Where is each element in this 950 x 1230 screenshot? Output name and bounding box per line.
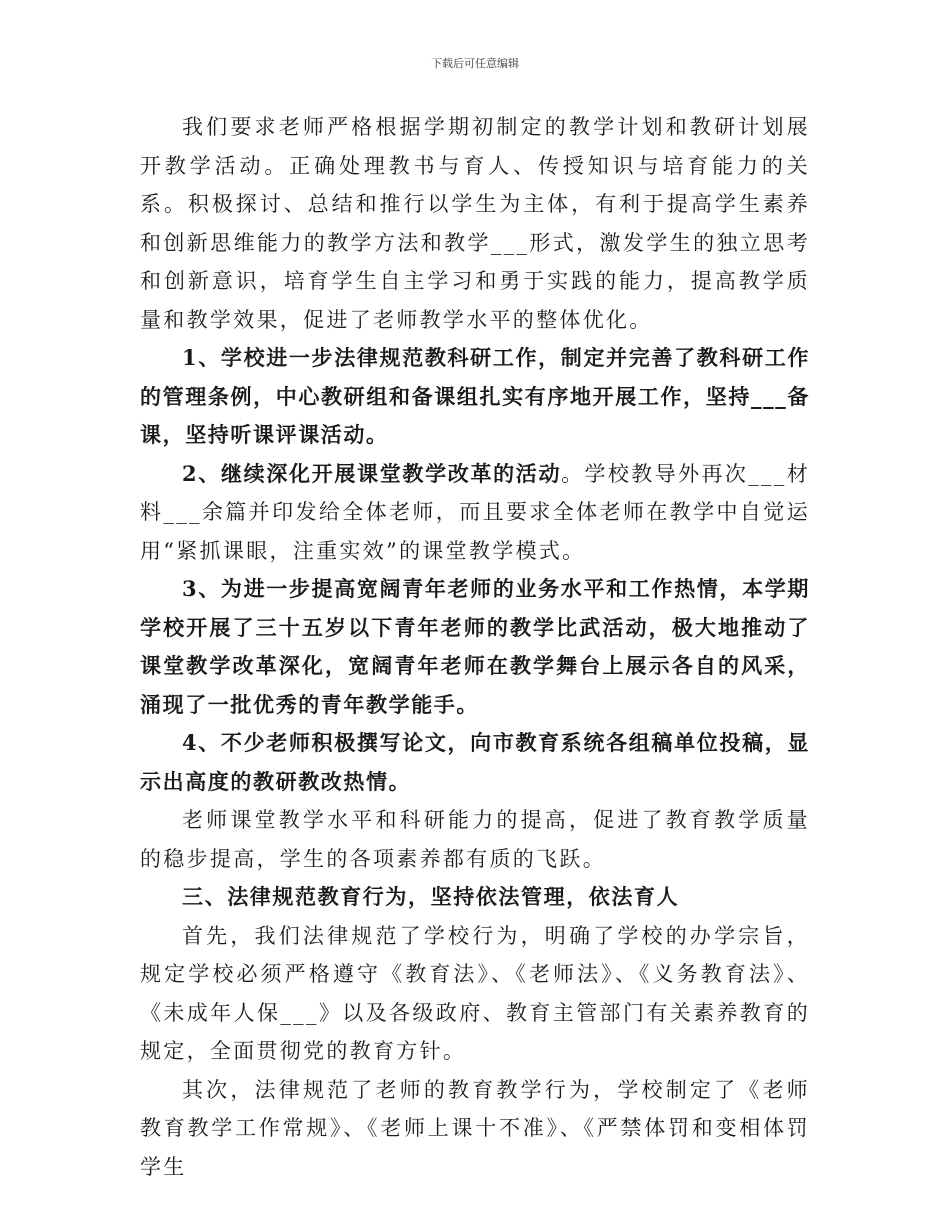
- page-header: 下载后可任意编辑: [431, 57, 519, 70]
- paragraph-summary: 老师课堂教学水平和科研能力的提高，促进了教育教学质量的稳步提高，学生的各项素养都有质的飞跃。: [140, 808, 810, 871]
- paragraph-item-1: 1、学校进一步法律规范教科研工作，制定并完善了教科研工作的管理条例，中心教研组和备课组扎实有序地开展工作，坚持___备课，坚持听课评课活动。: [140, 345, 810, 447]
- paragraph-first: 首先，我们法律规范了学校行为，明确了学校的办学宗旨，规定学校必须严格遵守《教育法》、《老师法》、《义务教育法》、《未成年人保___》以及各级政府、教育主管部门有关素养教育的规定，全面贯彻党的教育方针。: [140, 923, 810, 1063]
- document-body: [140, 108, 810, 1186]
- paragraph-item-4: 4、不少老师积极撰写论文，向市教育系统各组稿单位投稿，显示出高度的教研教改热情。: [140, 730, 810, 794]
- section-heading-3: 三、法律规范教育行为，坚持依法管理，依法育人: [182, 884, 680, 909]
- paragraph-intro: 我们要求老师严格根据学期初制定的教学计划和教研计划展开教学活动。正确处理教书与育人、传授知识与培育能力的关系。积极探讨、总结和推行以学生为主体，有利于提高学生素养和创新思维能力的教学方法和教学___形式，激发学生的独立思考和创新意识，培育学生自主学习和勇于实践的能力，提高教学质量和教学效果，促进了老师教学水平的整体优化。: [140, 115, 810, 332]
- paragraph-item-2: [140, 455, 810, 571]
- paragraph-item-3: 3、为进一步提高宽阔青年老师的业务水平和工作热情，本学期学校开展了三十五岁以下青年老师的教学比武活动，极大地推动了课堂教学改革深化，宽阔青年老师在教学舞台上展示各自的风采，涌现了一批优秀的青年教学能手。: [140, 576, 810, 717]
- item-2-body: 。学校教导外再次___材料___余篇并印发给全体老师，而且要求全体老师在教学中自觉运用“紧抓课眼，注重实效”的课堂教学模式。: [140, 461, 810, 563]
- paragraph-second: 其次，法律规范了老师的教育教学行为，学校制定了《老师教育教学工作常规》、《老师上课十不准》、《严禁体罚和变相体罚学生: [140, 1077, 810, 1179]
- item-2-bold-lead: 2、继续深化开展课堂教学改革的活动: [182, 460, 562, 486]
